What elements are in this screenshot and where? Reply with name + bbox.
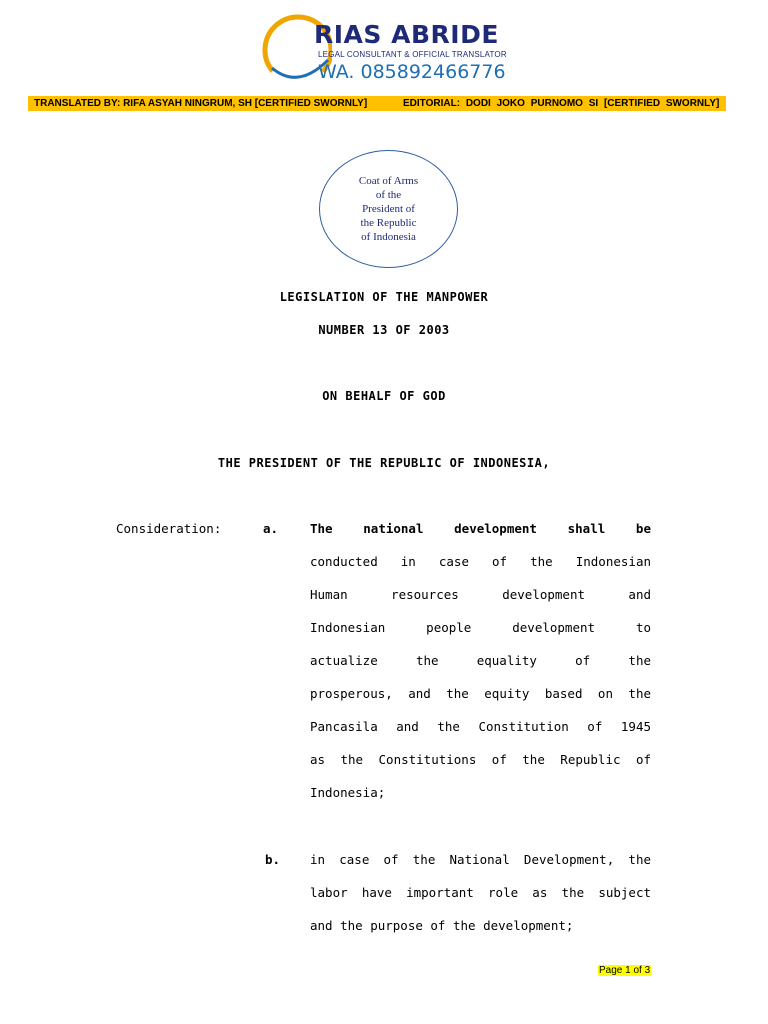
seal-text: Coat of Arms of the President of the Republic of Indonesia: [358, 175, 419, 243]
invocation: ON BEHALF OF GOD: [322, 389, 446, 403]
brand-tagline: LEGAL CONSULTANT & OFFICIAL TRANSLATOR: [318, 50, 507, 59]
document-number: NUMBER 13 OF 2003: [318, 323, 450, 337]
paragraph-line: Indonesia;: [310, 785, 386, 800]
editorial-credit: EDITORIAL: DODI JOKO PURNOMO SI [CERTIFIED SWORNLY]: [403, 98, 720, 109]
coat-of-arms-seal: [319, 150, 458, 268]
paragraph-line: as the Constitutions of the Republic of: [310, 752, 651, 767]
whatsapp-number: WA. 085892466776: [318, 61, 506, 83]
company-logo: [262, 10, 512, 90]
paragraph-line: conducted in case of the Indonesian: [310, 554, 651, 569]
consideration-label: Consideration:: [116, 521, 222, 536]
paragraph-line: and the purpose of the development;: [310, 918, 574, 933]
item-marker-b: b.: [265, 852, 281, 867]
paragraph-line: Pancasila and the Constitution of 1945: [310, 719, 651, 734]
consideration-item-a: [310, 512, 651, 809]
paragraph-line: The national development shall be: [310, 521, 651, 536]
paragraph-line: in case of the National Development, the: [310, 852, 651, 867]
paragraph-line: labor have important role as the subject: [310, 885, 651, 900]
paragraph-line: Indonesian people development to: [310, 620, 651, 635]
paragraph-line: Human resources development and: [310, 587, 651, 602]
item-marker-a: a.: [263, 521, 279, 536]
paragraph-line: actualize the equality of the: [310, 653, 651, 668]
page-number: Page 1 of 3: [599, 965, 651, 976]
president-heading: THE PRESIDENT OF THE REPUBLIC OF INDONESIA,: [217, 456, 551, 470]
translator-credit-bar: [28, 96, 726, 111]
paragraph-line: prosperous, and the equity based on the: [310, 686, 651, 701]
consideration-item-b: [310, 843, 651, 942]
document-title: LEGISLATION OF THE MANPOWER: [279, 290, 489, 304]
brand-name: RIAS ABRIDE: [314, 20, 499, 49]
translated-by: TRANSLATED BY: RIFA ASYAH NINGRUM, SH [CERTIFIED SWORNLY]: [34, 98, 368, 109]
